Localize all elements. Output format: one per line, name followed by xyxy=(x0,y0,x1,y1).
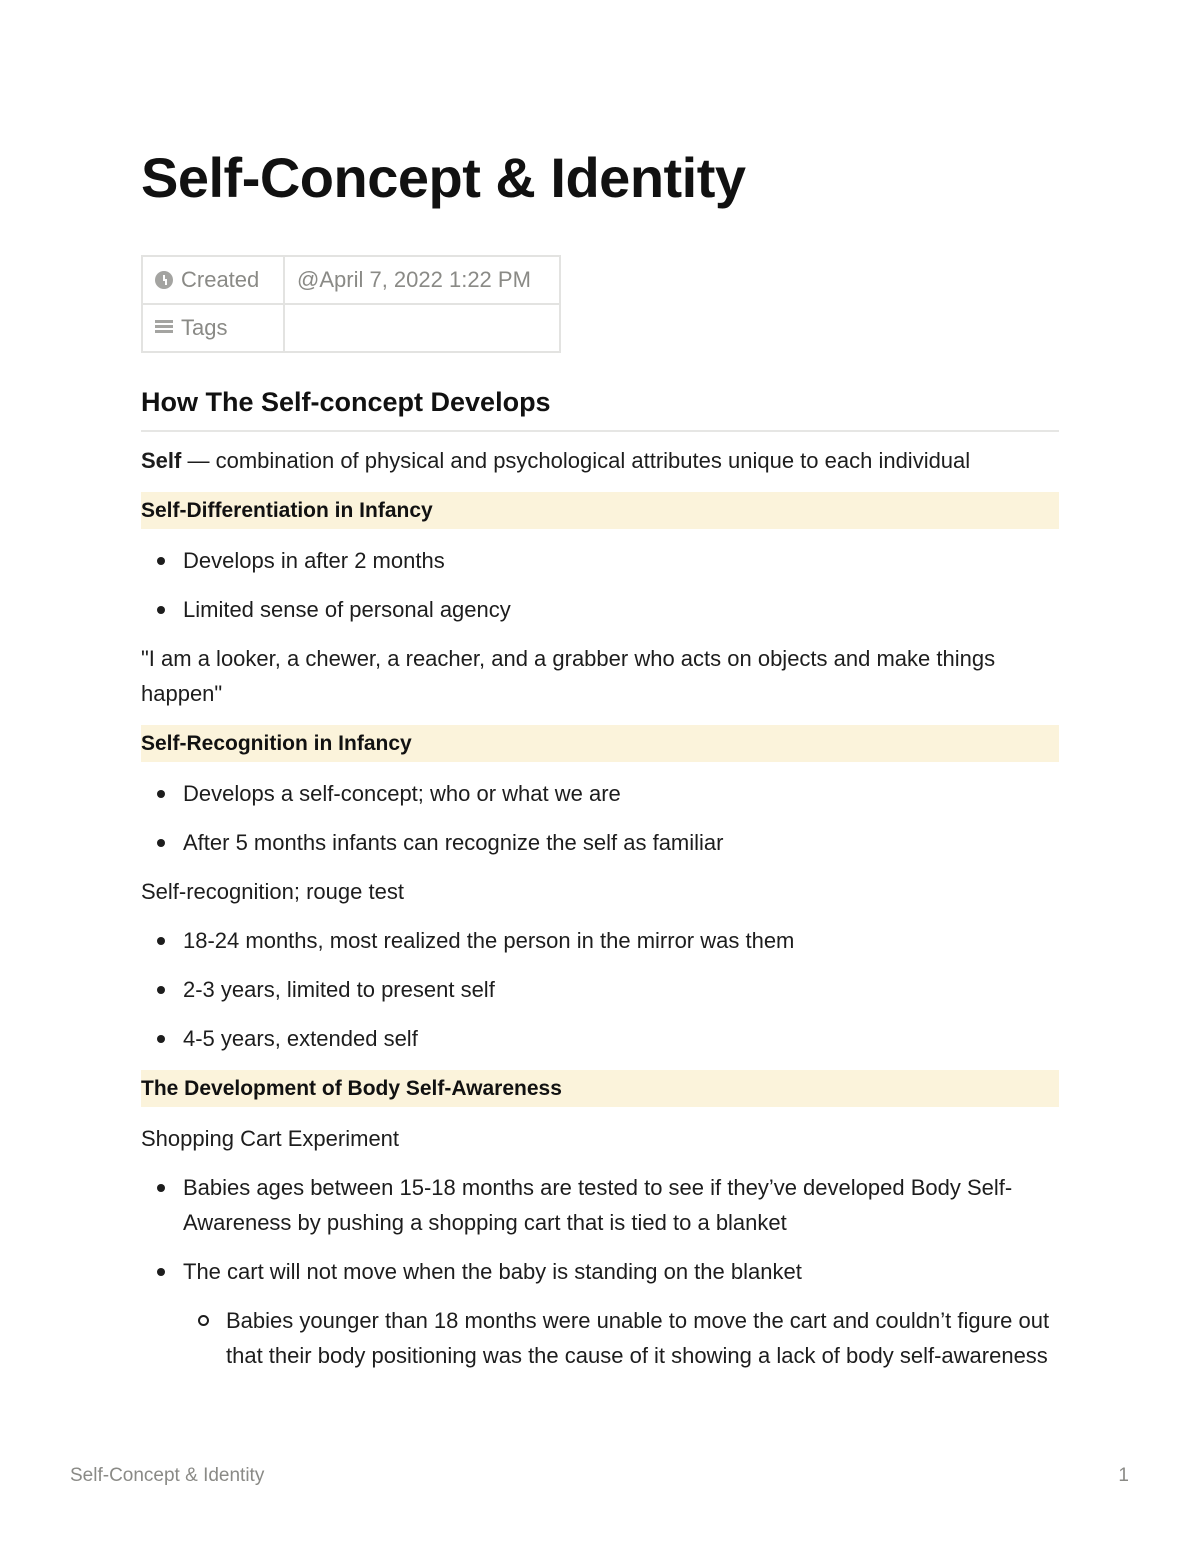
property-key-created xyxy=(142,256,284,304)
properties-table xyxy=(141,255,561,353)
list-item xyxy=(141,1254,1059,1289)
page-title: Self-Concept & Identity xyxy=(141,146,746,209)
list-item-text: 18-24 months, most realized the person in the mirror was them xyxy=(183,928,795,953)
heading-divider xyxy=(141,430,1059,432)
self-definition xyxy=(141,443,1059,478)
document-body xyxy=(141,443,1059,1387)
highlighted-heading-differentiation: Self-Differentiation in Infancy xyxy=(141,492,1059,529)
footer-title: Self-Concept & Identity xyxy=(70,1465,265,1486)
section-heading: How The Self-concept Develops xyxy=(141,387,551,417)
highlighted-heading-recognition: Self-Recognition in Infancy xyxy=(141,725,1059,762)
differentiation-list xyxy=(141,543,1059,627)
list-item-text: 2-3 years, limited to present self xyxy=(183,977,495,1002)
bullet-dot xyxy=(157,839,165,847)
bullet-dot xyxy=(157,1035,165,1043)
list-item-text: Develops a self-concept; who or what we are xyxy=(183,781,621,806)
list-item-text: After 5 months infants can recognize the self as familiar xyxy=(183,830,724,855)
experiment-sub-list xyxy=(141,1303,1059,1373)
sub-list-item-text: Babies younger than 18 months were unable to move the cart and couldn’t figure out that their body positioning was the cause of it showing a lack of body self-awareness xyxy=(226,1308,1050,1368)
bullet-dot xyxy=(157,986,165,994)
highlighted-heading-body-awareness: The Development of Body Self-Awareness xyxy=(141,1070,1059,1107)
bullet-dot xyxy=(157,937,165,945)
bullet-dot xyxy=(157,790,165,798)
created-label: Created xyxy=(181,267,260,292)
rouge-test-label: Self-recognition; rouge test xyxy=(141,879,404,904)
created-value[interactable]: @April 7, 2022 1:22 PM xyxy=(284,256,560,304)
sub-list-item xyxy=(141,1303,1059,1373)
recognition-list xyxy=(141,776,1059,860)
property-row-created xyxy=(142,256,560,304)
list-item-text: The cart will not move when the baby is standing on the blanket xyxy=(183,1259,802,1284)
bullet-ring xyxy=(198,1315,209,1326)
clock-icon xyxy=(155,271,173,289)
infant-quote: "I am a looker, a chewer, a reacher, and a grabber who acts on objects and make things happen" xyxy=(141,646,996,706)
bullet-dot xyxy=(157,606,165,614)
property-key-tags xyxy=(142,304,284,352)
experiment-label: Shopping Cart Experiment xyxy=(141,1126,400,1151)
bullet-dot xyxy=(157,1268,165,1276)
list-item xyxy=(141,776,1059,811)
list-item xyxy=(141,543,1059,578)
list-item xyxy=(141,1021,1059,1056)
list-item-text: Limited sense of personal agency xyxy=(183,597,511,622)
list-item-text: Babies ages between 15-18 months are tested to see if they’ve developed Body Self-Awareness by pushing a shopping cart that is tied to a blanket xyxy=(183,1175,1013,1235)
list-item-text: Develops in after 2 months xyxy=(183,548,445,573)
list-item xyxy=(141,1170,1059,1240)
list-item xyxy=(141,825,1059,860)
bullet-dot xyxy=(157,1184,165,1192)
list-item xyxy=(141,972,1059,1007)
list-item-text: 4-5 years, extended self xyxy=(183,1026,418,1051)
bullet-dot xyxy=(157,557,165,565)
list-item xyxy=(141,923,1059,958)
self-term: Self xyxy=(141,448,182,473)
property-row-tags xyxy=(142,304,560,352)
self-definition-text: — combination of physical and psychological attributes unique to each individual xyxy=(181,448,971,473)
rouge-test-list xyxy=(141,923,1059,1056)
tags-label: Tags xyxy=(181,315,228,340)
experiment-list xyxy=(141,1170,1059,1289)
list-icon xyxy=(155,320,173,334)
tags-value[interactable] xyxy=(284,304,560,352)
list-item xyxy=(141,592,1059,627)
footer-page-number: 1 xyxy=(1118,1465,1129,1486)
